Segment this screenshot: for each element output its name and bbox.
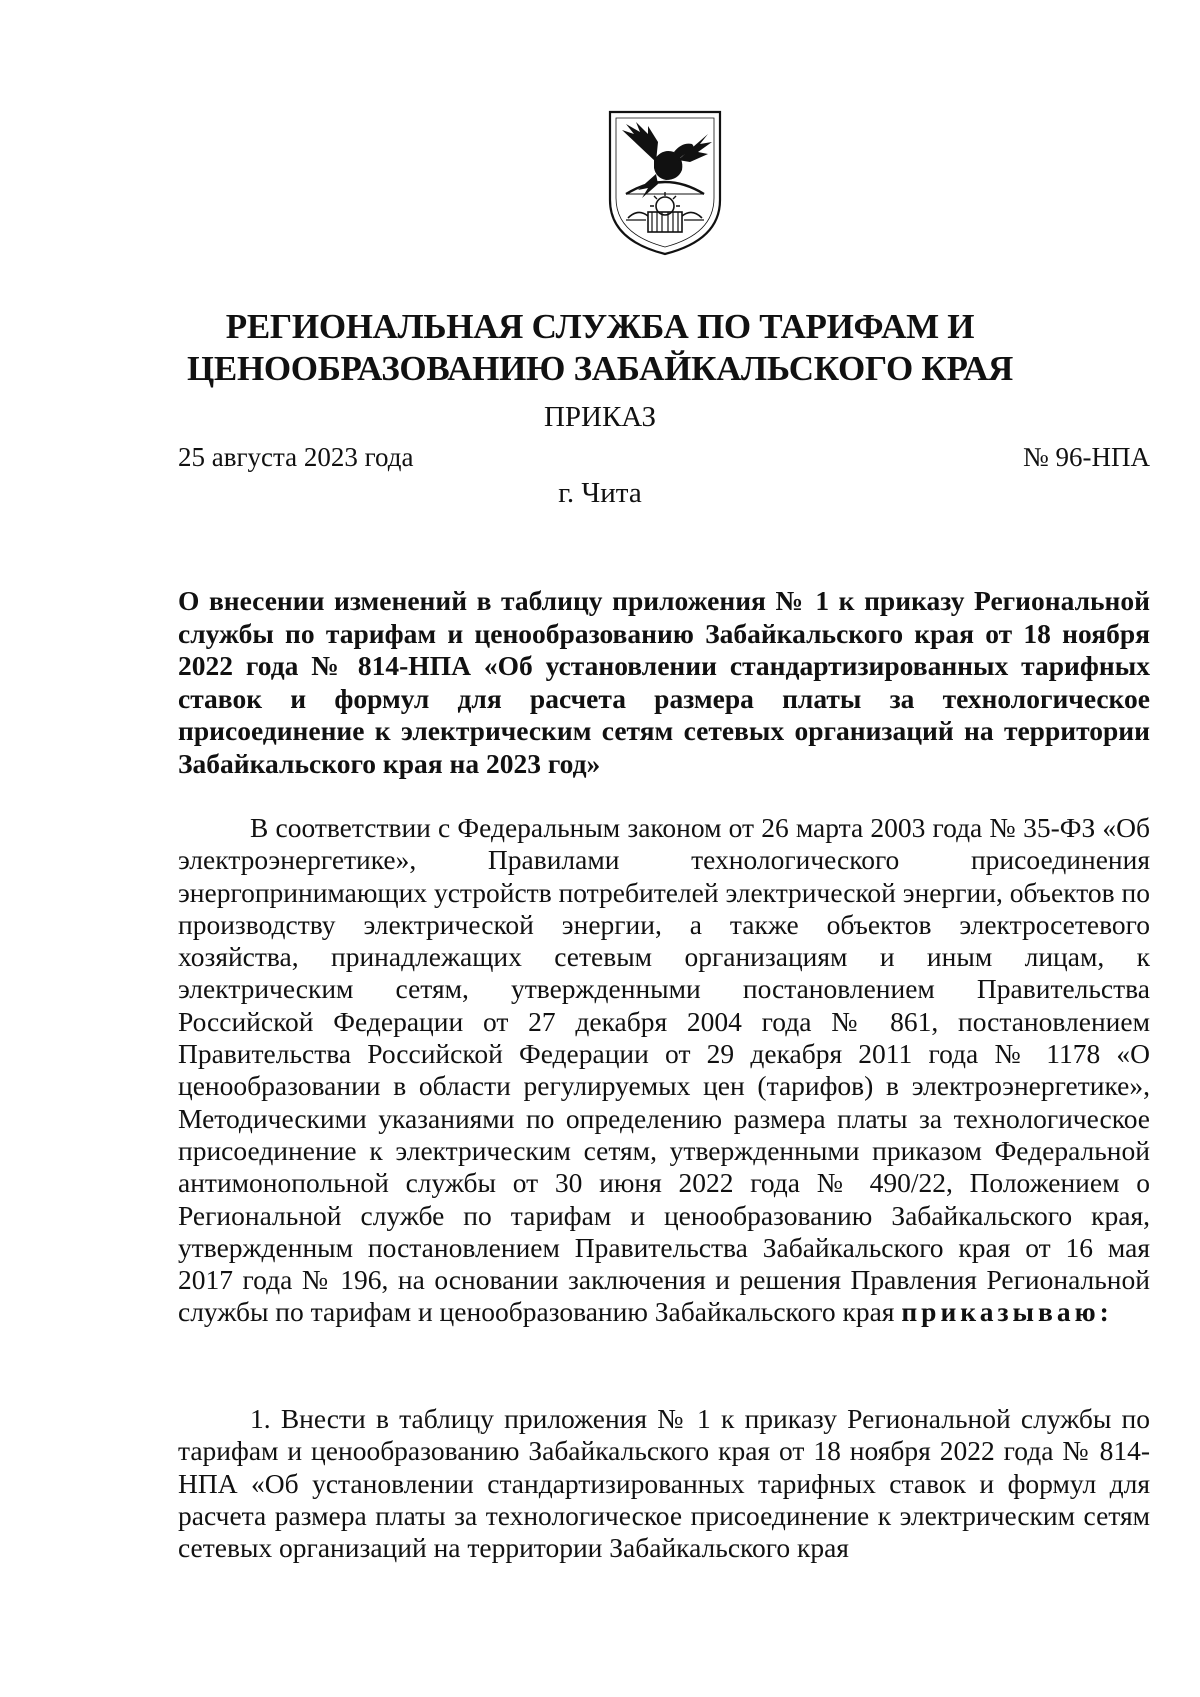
decree-word: приказываю: [901, 1296, 1113, 1328]
document-city: г. Чита [558, 477, 642, 509]
clause-paragraph [178, 1403, 1150, 1564]
clause-number: 1. [250, 1403, 271, 1434]
organization-title [0, 306, 1200, 390]
clause-text: Внести в таблицу приложения № 1 к приказу Региональной службы по тарифам и ценообразованию Забайкальского края от 18 ноября 2022 года № 814-НПА «Об установлении стандартизированных тарифных ставок и формул для расчета размера платы за технологическое присоединение к электрическим сетям сетевых организаций на территории Забайкальского края [178, 1403, 1150, 1564]
document-date: 25 августа 2023 года [178, 442, 414, 472]
document-number: № 96-НПА [1023, 442, 1150, 472]
zabaikalsky-krai-coat-of-arms-icon [604, 108, 726, 258]
document-subject: О внесении изменений в таблицу приложения № 1 к приказу Региональной службы по тарифам и ценообразованию Забайкальского края от 18 ноября 2022 года № 814-НПА «Об установлении стандартизированных тарифных ставок и формул для расчета размера платы за технологическое присоединение к электрическим сетям сетевых организаций на территории Забайкальского края на 2023 год» [178, 585, 1150, 779]
preamble-text: В соответствии с Федеральным законом от 26 марта 2003 года № 35-ФЗ «Об электроэнергетике», Правилами технологического присоединения энергопринимающих устройств потребителей электрической энергии, объектов по производству электрической энергии, а также объектов электросетевого хозяйства, принадлежащих сетевым организациям и иным лицам, к электрическим сетям, утвержденными постановлением Правительства Российской Федерации от 27 декабря 2004 года № 861, постановлением Правительства Российской Федерации от 29 декабря 2011 года № 1178 «О ценообразовании в области регулируемых цен (тарифов) в электроэнергетике», Методическими указаниями по определению размера платы за технологическое присоединение к электрическим сетям, утвержденными приказом Федеральной антимонопольной службы от 30 июня 2022 года № 490/22, Положением о Региональной службе по тарифам и ценообразованию Забайкальского края, утвержденным постановлением Правительства Забайкальского края от 16 мая 2017 года № 196, на основании заключения и решения Правления Региональной службы по тарифам и ценообразованию Забайкальского края [178, 812, 1150, 1328]
preamble-paragraph [178, 812, 1150, 1329]
document-type: ПРИКАЗ [543, 401, 657, 433]
organization-title-line-1: РЕГИОНАЛЬНАЯ СЛУЖБА ПО ТАРИФАМ И [225, 307, 975, 346]
organization-title-line-2: ЦЕНООБРАЗОВАНИЮ ЗАБАЙКАЛЬСКОГО КРАЯ [186, 349, 1014, 388]
